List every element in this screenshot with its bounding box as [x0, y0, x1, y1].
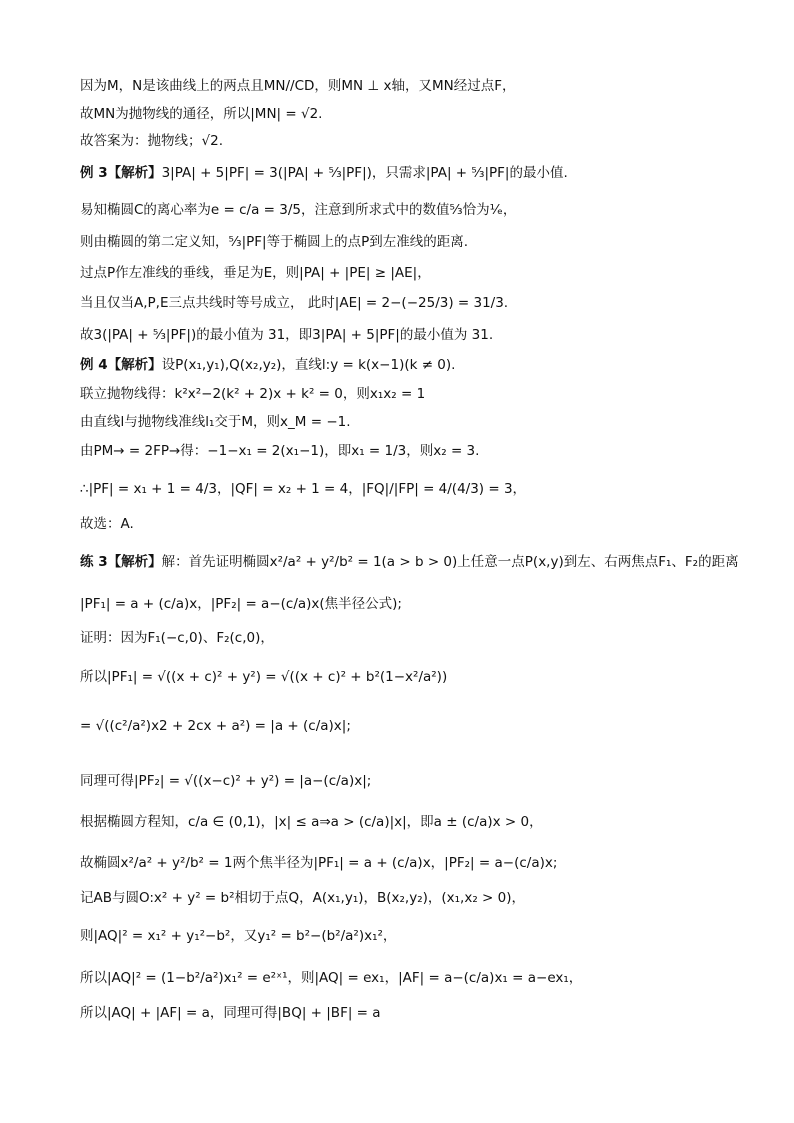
- line-text: 过点P作左准线的垂线，垂足为E，则|PA| + |PE| ≥ |AE|，: [80, 265, 431, 281]
- section-tag: 例 4【解析】: [80, 357, 162, 373]
- text-line: [80, 325, 760, 345]
- text-line: [80, 355, 760, 375]
- text-line: [80, 263, 760, 283]
- line-text: 当且仅当A,P,E三点共线时等号成立， 此时|AE| = 2−(−25/3) = 31/3.: [80, 295, 509, 311]
- text-line: [80, 412, 760, 432]
- section-tag: 例 3【解析】: [80, 165, 162, 181]
- text-line: [80, 200, 760, 220]
- text-line: [80, 293, 760, 313]
- text-line: [80, 479, 760, 499]
- line-text: 则由椭圆的第二定义知，⁵⁄₃|PF|等于椭圆上的点P到左准线的距离.: [80, 234, 469, 250]
- text-line: [80, 552, 760, 572]
- text-line: [80, 628, 760, 648]
- line-text: 同理可得|PF₂| = √((x−c)² + y²) = |a−(c/a)x|;: [80, 773, 372, 789]
- line-text: 联立抛物线得：k²x²−2(k² + 2)x + k² = 0，则x₁x₂ = 1: [80, 386, 426, 402]
- text-line: [80, 926, 760, 946]
- text-line: [80, 812, 760, 832]
- line-text: 根据椭圆方程知，c/a ∈ (0,1)，|x| ≤ a⇒a > (c/a)|x|，即a ± (c/a)x > 0，: [80, 814, 543, 830]
- line-text: 设P(x₁,y₁),Q(x₂,y₂)，直线l:y = k(x−1)(k ≠ 0).: [161, 357, 456, 373]
- text-line: [80, 853, 760, 873]
- text-line: [80, 76, 760, 96]
- line-text: 因为M，N是该曲线上的两点且MN//CD，则MN ⊥ x轴，又MN经过点F，: [80, 78, 516, 94]
- text-line: [80, 104, 760, 124]
- line-text: = √((c²/a²)x2 + 2cx + a²) = |a + (c/a)x|;: [80, 718, 351, 734]
- section-tag: 练 3【解析】: [80, 554, 162, 570]
- text-line: [80, 968, 760, 988]
- text-line: [80, 131, 760, 151]
- line-text: 由直线l与抛物线准线l₁交于M，则x_M = −1.: [80, 414, 351, 430]
- line-text: 所以|PF₁| = √((x + c)² + y²) = √((x + c)² + b²(1−x²/a²)): [80, 669, 448, 685]
- line-text: 所以|AQ|² = (1−b²/a²)x₁² = e²ˣ¹，则|AQ| = ex₁，|AF| = a−(c/a)x₁ = a−ex₁，: [80, 970, 583, 986]
- text-line: [80, 232, 760, 252]
- line-text: 故选：A.: [80, 516, 134, 532]
- text-line: [80, 1003, 760, 1023]
- line-text: 3|PA| + 5|PF| = 3(|PA| + ⁵⁄₃|PF|)，只需求|PA| + ⁵⁄₃|PF|的最小值.: [161, 165, 568, 181]
- text-line: [80, 716, 760, 736]
- line-text: 记AB与圆O:x² + y² = b²相切于点Q，A(x₁,y₁)，B(x₂,y₂)，(x₁,x₂ > 0)，: [80, 890, 525, 906]
- text-line: [80, 594, 760, 614]
- text-line: [80, 514, 760, 534]
- line-text: 解：首先证明椭圆x²/a² + y²/b² = 1(a > b > 0)上任意一点P(x,y)到左、右两焦点F₁、F₂的距离: [161, 554, 739, 570]
- line-text: 易知椭圆C的离心率为e = c/a = 3/5，注意到所求式中的数值⁵⁄₃恰为¹⁄ₑ，: [80, 202, 517, 218]
- line-text: 故答案为：抛物线；√2.: [80, 133, 223, 149]
- line-text: 故椭圆x²/a² + y²/b² = 1两个焦半径为|PF₁| = a + (c/a)x，|PF₂| = a−(c/a)x;: [80, 855, 558, 871]
- text-line: [80, 771, 760, 791]
- line-text: 故MN为抛物线的通径，所以|MN| = √2.: [80, 106, 323, 122]
- line-text: |PF₁| = a + (c/a)x，|PF₂| = a−(c/a)x(焦半径公式);: [80, 596, 402, 612]
- line-text: 由PM→ = 2FP→得：−1−x₁ = 2(x₁−1)，即x₁ = 1/3，则x₂ = 3.: [80, 443, 480, 459]
- line-text: 所以|AQ| + |AF| = a，同理可得|BQ| + |BF| = a: [80, 1005, 381, 1021]
- line-text: 则|AQ|² = x₁² + y₁²−b²，又y₁² = b²−(b²/a²)x₁²，: [80, 928, 397, 944]
- line-text: 证明：因为F₁(−c,0)、F₂(c,0)，: [80, 630, 274, 646]
- text-line: [80, 384, 760, 404]
- text-line: [80, 441, 760, 461]
- line-text: 故3(|PA| + ⁵⁄₃|PF|)的最小值为 31，即3|PA| + 5|PF|的最小值为 31.: [80, 327, 494, 343]
- line-text: ∴|PF| = x₁ + 1 = 4/3，|QF| = x₂ + 1 = 4，|FQ|/|FP| = 4/(4/3) = 3，: [80, 481, 527, 497]
- text-line: [80, 163, 760, 183]
- text-line: [80, 667, 760, 687]
- text-line: [80, 888, 760, 908]
